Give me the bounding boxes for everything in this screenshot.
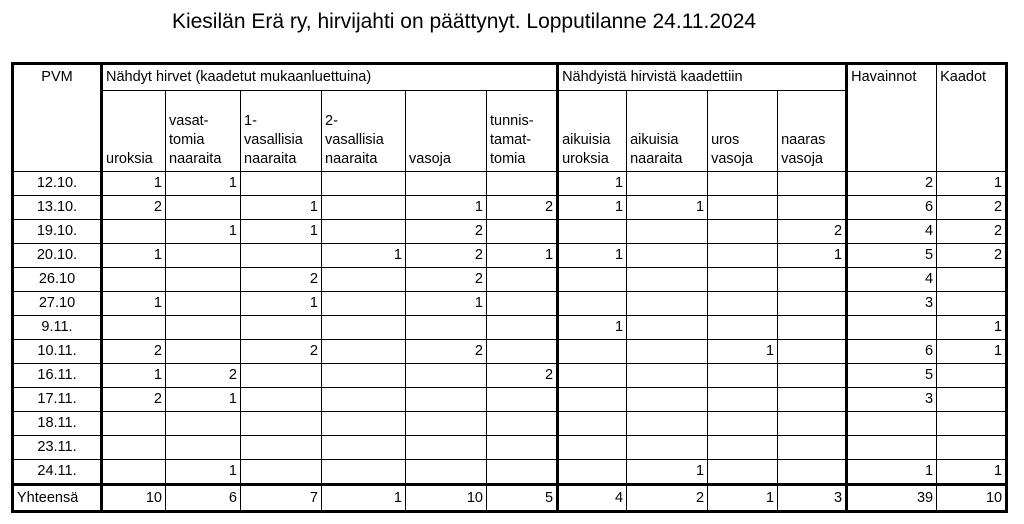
value-cell bbox=[627, 172, 708, 196]
date-cell: 16.11. bbox=[13, 364, 102, 388]
value-cell: 1 bbox=[778, 244, 847, 268]
value-cell: 1 bbox=[241, 292, 322, 316]
value-cell: 6 bbox=[847, 196, 937, 220]
value-cell: 2 bbox=[406, 340, 487, 364]
seen-group-header: Nähdyt hirvet (kaadetut mukaanluettuina) bbox=[102, 64, 558, 91]
table-row bbox=[13, 244, 1007, 268]
value-cell bbox=[708, 292, 778, 316]
value-cell: 2 bbox=[406, 244, 487, 268]
value-cell bbox=[241, 388, 322, 412]
value-cell bbox=[708, 364, 778, 388]
value-cell: 1 bbox=[937, 316, 1007, 340]
value-cell: 1 bbox=[102, 172, 166, 196]
subheader: aikuisia naaraita bbox=[627, 91, 708, 172]
value-cell bbox=[166, 244, 241, 268]
value-cell: 1 bbox=[241, 196, 322, 220]
value-cell bbox=[322, 220, 406, 244]
value-cell: 4 bbox=[847, 220, 937, 244]
value-cell: 1 bbox=[937, 460, 1007, 485]
value-cell bbox=[406, 388, 487, 412]
date-cell: 13.10. bbox=[13, 196, 102, 220]
value-cell bbox=[406, 364, 487, 388]
value-cell bbox=[778, 196, 847, 220]
value-cell bbox=[778, 460, 847, 485]
value-cell: 3 bbox=[847, 292, 937, 316]
value-cell bbox=[847, 316, 937, 340]
value-cell bbox=[241, 244, 322, 268]
value-cell bbox=[708, 460, 778, 485]
subheader: vasat- tomia naaraita bbox=[166, 91, 241, 172]
value-cell bbox=[322, 436, 406, 460]
table-row bbox=[13, 268, 1007, 292]
value-cell bbox=[487, 388, 558, 412]
date-cell: 20.10. bbox=[13, 244, 102, 268]
value-cell: 1 bbox=[627, 196, 708, 220]
value-cell: 6 bbox=[847, 340, 937, 364]
value-cell bbox=[322, 196, 406, 220]
value-cell bbox=[937, 388, 1007, 412]
value-cell: 3 bbox=[847, 388, 937, 412]
value-cell bbox=[487, 220, 558, 244]
value-cell bbox=[487, 460, 558, 485]
value-cell bbox=[322, 364, 406, 388]
value-cell bbox=[708, 196, 778, 220]
value-cell: 1 bbox=[166, 388, 241, 412]
value-cell: 2 bbox=[102, 388, 166, 412]
date-cell: 18.11. bbox=[13, 412, 102, 436]
date-cell: 9.11. bbox=[13, 316, 102, 340]
table-row bbox=[13, 316, 1007, 340]
value-cell bbox=[778, 172, 847, 196]
total-cell: 3 bbox=[778, 485, 847, 512]
subheader: vasoja bbox=[406, 91, 487, 172]
date-cell: 23.11. bbox=[13, 436, 102, 460]
value-cell bbox=[322, 460, 406, 485]
total-cell: 1 bbox=[708, 485, 778, 512]
value-cell bbox=[708, 244, 778, 268]
date-cell: 10.11. bbox=[13, 340, 102, 364]
kaadot-header: Kaadot bbox=[937, 64, 1007, 172]
value-cell bbox=[937, 268, 1007, 292]
value-cell: 1 bbox=[558, 244, 627, 268]
total-cell: 10 bbox=[937, 485, 1007, 512]
totals-label: Yhteensä bbox=[13, 485, 102, 512]
value-cell bbox=[558, 340, 627, 364]
value-cell bbox=[487, 316, 558, 340]
value-cell bbox=[627, 220, 708, 244]
date-cell: 12.10. bbox=[13, 172, 102, 196]
table-row bbox=[13, 412, 1007, 436]
value-cell bbox=[166, 340, 241, 364]
table-row bbox=[13, 292, 1007, 316]
value-cell bbox=[406, 412, 487, 436]
value-cell bbox=[558, 292, 627, 316]
value-cell bbox=[166, 316, 241, 340]
value-cell bbox=[102, 412, 166, 436]
value-cell bbox=[241, 172, 322, 196]
value-cell bbox=[322, 316, 406, 340]
value-cell bbox=[847, 412, 937, 436]
value-cell bbox=[241, 316, 322, 340]
date-cell: 19.10. bbox=[13, 220, 102, 244]
date-cell: 26.10 bbox=[13, 268, 102, 292]
table-row bbox=[13, 196, 1007, 220]
date-cell: 27.10 bbox=[13, 292, 102, 316]
value-cell bbox=[322, 340, 406, 364]
value-cell bbox=[627, 412, 708, 436]
value-cell bbox=[322, 172, 406, 196]
value-cell bbox=[708, 316, 778, 340]
table-row bbox=[13, 460, 1007, 485]
header-row-1 bbox=[13, 64, 1007, 91]
value-cell bbox=[487, 268, 558, 292]
value-cell bbox=[241, 412, 322, 436]
value-cell bbox=[166, 436, 241, 460]
totals-row bbox=[13, 485, 1007, 512]
value-cell bbox=[487, 412, 558, 436]
value-cell bbox=[937, 412, 1007, 436]
value-cell: 2 bbox=[102, 340, 166, 364]
value-cell bbox=[778, 388, 847, 412]
value-cell: 2 bbox=[241, 268, 322, 292]
value-cell: 2 bbox=[406, 220, 487, 244]
value-cell: 1 bbox=[406, 196, 487, 220]
value-cell bbox=[778, 364, 847, 388]
killed-group-header: Nähdyistä hirvistä kaadettiin bbox=[558, 64, 847, 91]
subheader: uroksia bbox=[102, 91, 166, 172]
value-cell bbox=[778, 436, 847, 460]
value-cell bbox=[241, 364, 322, 388]
value-cell: 1 bbox=[166, 172, 241, 196]
value-cell: 2 bbox=[487, 364, 558, 388]
subheader: naaras vasoja bbox=[778, 91, 847, 172]
total-cell: 39 bbox=[847, 485, 937, 512]
value-cell: 1 bbox=[102, 364, 166, 388]
value-cell bbox=[487, 340, 558, 364]
value-cell: 2 bbox=[241, 340, 322, 364]
subheader: tunnis- tamat- tomia bbox=[487, 91, 558, 172]
value-cell bbox=[708, 388, 778, 412]
value-cell bbox=[627, 268, 708, 292]
value-cell bbox=[406, 316, 487, 340]
total-cell: 10 bbox=[102, 485, 166, 512]
value-cell bbox=[166, 196, 241, 220]
subheader: aikuisia uroksia bbox=[558, 91, 627, 172]
value-cell: 2 bbox=[847, 172, 937, 196]
value-cell: 1 bbox=[937, 340, 1007, 364]
value-cell bbox=[627, 244, 708, 268]
value-cell: 1 bbox=[558, 316, 627, 340]
value-cell: 5 bbox=[847, 364, 937, 388]
table-row bbox=[13, 388, 1007, 412]
value-cell bbox=[708, 412, 778, 436]
total-cell: 7 bbox=[241, 485, 322, 512]
value-cell bbox=[778, 340, 847, 364]
value-cell bbox=[558, 412, 627, 436]
value-cell bbox=[778, 412, 847, 436]
subheader: uros vasoja bbox=[708, 91, 778, 172]
value-cell bbox=[558, 220, 627, 244]
table-row bbox=[13, 220, 1007, 244]
value-cell bbox=[102, 316, 166, 340]
value-cell bbox=[937, 292, 1007, 316]
value-cell: 2 bbox=[778, 220, 847, 244]
date-cell: 24.11. bbox=[13, 460, 102, 485]
value-cell bbox=[166, 412, 241, 436]
value-cell bbox=[322, 268, 406, 292]
total-cell: 6 bbox=[166, 485, 241, 512]
value-cell bbox=[166, 292, 241, 316]
value-cell: 1 bbox=[102, 244, 166, 268]
total-cell: 1 bbox=[322, 485, 406, 512]
value-cell: 2 bbox=[937, 196, 1007, 220]
value-cell bbox=[627, 364, 708, 388]
value-cell: 1 bbox=[627, 460, 708, 485]
value-cell: 1 bbox=[558, 196, 627, 220]
value-cell bbox=[322, 388, 406, 412]
value-cell bbox=[627, 436, 708, 460]
value-cell bbox=[406, 172, 487, 196]
value-cell bbox=[847, 436, 937, 460]
value-cell bbox=[102, 460, 166, 485]
value-cell bbox=[322, 412, 406, 436]
value-cell bbox=[487, 292, 558, 316]
value-cell bbox=[778, 316, 847, 340]
value-cell bbox=[627, 340, 708, 364]
value-cell bbox=[627, 316, 708, 340]
value-cell: 2 bbox=[487, 196, 558, 220]
pvm-header: PVM bbox=[13, 64, 102, 172]
value-cell bbox=[241, 460, 322, 485]
table-row bbox=[13, 436, 1007, 460]
value-cell bbox=[627, 388, 708, 412]
value-cell bbox=[627, 292, 708, 316]
value-cell: 1 bbox=[322, 244, 406, 268]
table-row bbox=[13, 340, 1007, 364]
date-cell: 17.11. bbox=[13, 388, 102, 412]
value-cell bbox=[241, 436, 322, 460]
value-cell bbox=[558, 388, 627, 412]
value-cell: 1 bbox=[166, 220, 241, 244]
value-cell bbox=[558, 364, 627, 388]
value-cell bbox=[322, 292, 406, 316]
value-cell bbox=[406, 460, 487, 485]
value-cell: 4 bbox=[847, 268, 937, 292]
value-cell bbox=[778, 292, 847, 316]
value-cell bbox=[487, 172, 558, 196]
value-cell: 2 bbox=[166, 364, 241, 388]
value-cell bbox=[708, 220, 778, 244]
table-row bbox=[13, 172, 1007, 196]
table-row bbox=[13, 364, 1007, 388]
value-cell: 1 bbox=[102, 292, 166, 316]
havainnot-header: Havainnot bbox=[847, 64, 937, 172]
value-cell: 1 bbox=[166, 460, 241, 485]
page-title: Kiesilän Erä ry, hirvijahti on päättynyt. Lopputilanne 24.11.2024 bbox=[171, 10, 757, 33]
total-cell: 5 bbox=[487, 485, 558, 512]
value-cell bbox=[708, 436, 778, 460]
value-cell bbox=[102, 268, 166, 292]
value-cell: 1 bbox=[847, 460, 937, 485]
value-cell bbox=[102, 436, 166, 460]
value-cell: 1 bbox=[406, 292, 487, 316]
value-cell bbox=[406, 436, 487, 460]
value-cell: 1 bbox=[558, 172, 627, 196]
value-cell: 5 bbox=[847, 244, 937, 268]
value-cell bbox=[487, 436, 558, 460]
value-cell: 2 bbox=[937, 220, 1007, 244]
subheader: 2- vasallisia naaraita bbox=[322, 91, 406, 172]
total-cell: 4 bbox=[558, 485, 627, 512]
value-cell: 1 bbox=[937, 172, 1007, 196]
value-cell: 1 bbox=[708, 340, 778, 364]
value-cell bbox=[708, 172, 778, 196]
value-cell bbox=[778, 268, 847, 292]
value-cell bbox=[558, 268, 627, 292]
value-cell bbox=[102, 220, 166, 244]
value-cell: 2 bbox=[406, 268, 487, 292]
total-cell: 10 bbox=[406, 485, 487, 512]
moose-hunt-table bbox=[11, 62, 1008, 513]
value-cell bbox=[558, 436, 627, 460]
subheader: 1- vasallisia naaraita bbox=[241, 91, 322, 172]
value-cell bbox=[937, 364, 1007, 388]
value-cell: 1 bbox=[487, 244, 558, 268]
value-cell bbox=[166, 268, 241, 292]
total-cell: 2 bbox=[627, 485, 708, 512]
value-cell bbox=[558, 460, 627, 485]
value-cell bbox=[937, 436, 1007, 460]
value-cell: 2 bbox=[937, 244, 1007, 268]
value-cell: 1 bbox=[241, 220, 322, 244]
value-cell: 2 bbox=[102, 196, 166, 220]
value-cell bbox=[708, 268, 778, 292]
